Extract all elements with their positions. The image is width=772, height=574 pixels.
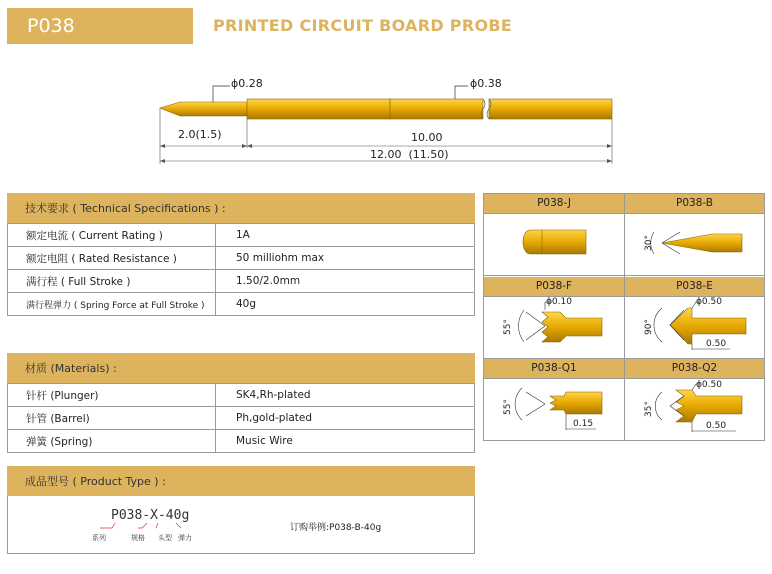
product-type-heading-text: 成品型号 ( Product Type ) : <box>25 475 166 488</box>
tip-b-title: P038-B <box>625 194 764 214</box>
table-row <box>8 247 475 270</box>
materials-table <box>7 383 475 453</box>
model-part-tip: 头型 <box>158 534 172 542</box>
spec-label: 满行程弹力 ( Spring Force at Full Stroke ) <box>8 293 216 316</box>
product-type-box <box>7 496 475 554</box>
specs-heading-text: 技术要求 ( Technical Specifications ) : <box>25 202 226 215</box>
spec-label: 额定电阻 ( Rated Resistance ) <box>8 247 216 270</box>
spec-value: 40g <box>216 293 475 316</box>
product-type-heading <box>7 466 475 496</box>
spec-value: 1A <box>216 224 475 247</box>
materials-heading <box>7 353 475 383</box>
spec-label: 满行程 ( Full Stroke ) <box>8 270 216 293</box>
material-label: 弹簧 (Spring) <box>8 430 216 453</box>
tip-e-title: P038-E <box>625 277 764 297</box>
table-row <box>8 384 475 407</box>
tip-q1-length: 0.15 <box>573 419 594 429</box>
barrel-diameter-label: ϕ0.38 <box>470 77 502 90</box>
tip-q2-angle: 35° <box>643 401 654 417</box>
plunger-diameter-label: ϕ0.28 <box>231 77 263 90</box>
tip-length-label: 2.0(1.5) <box>178 128 222 141</box>
product-code: P038 <box>27 15 75 37</box>
barrel-length-label: 10.00 <box>411 131 443 144</box>
specs-heading <box>7 193 475 223</box>
model-part-series: 系列 <box>92 534 106 542</box>
spec-value: 1.50/2.0mm <box>216 270 475 293</box>
tip-j-title: P038-J <box>484 194 624 214</box>
material-value: SK4,Rh-plated <box>216 384 475 407</box>
model-part-force: 弹力 <box>178 534 192 542</box>
tip-e-dia: ϕ0.50 <box>696 297 722 307</box>
specs-table <box>7 223 475 316</box>
tip-f-angle: 55° <box>502 319 513 335</box>
tip-q2-dia: ϕ0.50 <box>696 380 722 390</box>
grid-divider <box>624 193 625 441</box>
tip-q1-angle: 55° <box>502 399 513 415</box>
tip-q2-length: 0.50 <box>706 421 727 431</box>
tip-e-length: 0.50 <box>706 339 727 349</box>
materials-heading-text: 材质 (Materials) : <box>25 362 117 375</box>
spec-value: 50 milliohm max <box>216 247 475 270</box>
material-label: 针管 (Barrel) <box>8 407 216 430</box>
tip-f-dia: ϕ0.10 <box>546 297 572 307</box>
product-code-banner <box>7 8 193 44</box>
model-part-size: 规格 <box>131 534 145 542</box>
tip-e-angle: 90° <box>643 319 654 335</box>
table-row <box>8 224 475 247</box>
tip-q1-drawing <box>500 382 610 432</box>
material-value: Music Wire <box>216 430 475 453</box>
table-row <box>8 430 475 453</box>
order-example: 订购举例:P038-B-40g <box>290 523 382 533</box>
table-row <box>8 407 475 430</box>
tip-b-drawing <box>640 226 750 260</box>
tip-b-angle: 30° <box>643 235 654 251</box>
table-row <box>8 293 475 316</box>
probe-body <box>160 99 612 119</box>
model-code: P038-X-40g <box>111 508 190 523</box>
material-label: 针杆 (Plunger) <box>8 384 216 407</box>
grid-divider <box>483 275 765 276</box>
spec-label: 额定电流 ( Current Rating ) <box>8 224 216 247</box>
table-row <box>8 270 475 293</box>
tip-q1-title: P038-Q1 <box>484 359 624 379</box>
material-value: Ph,gold-plated <box>216 407 475 430</box>
tip-q2-title: P038-Q2 <box>625 359 764 379</box>
tip-j-drawing <box>520 228 590 258</box>
tip-f-title: P038-F <box>484 277 624 297</box>
total-length-label: 12.00 (11.50) <box>370 148 449 161</box>
page-title: PRINTED CIRCUIT BOARD PROBE <box>213 16 513 35</box>
